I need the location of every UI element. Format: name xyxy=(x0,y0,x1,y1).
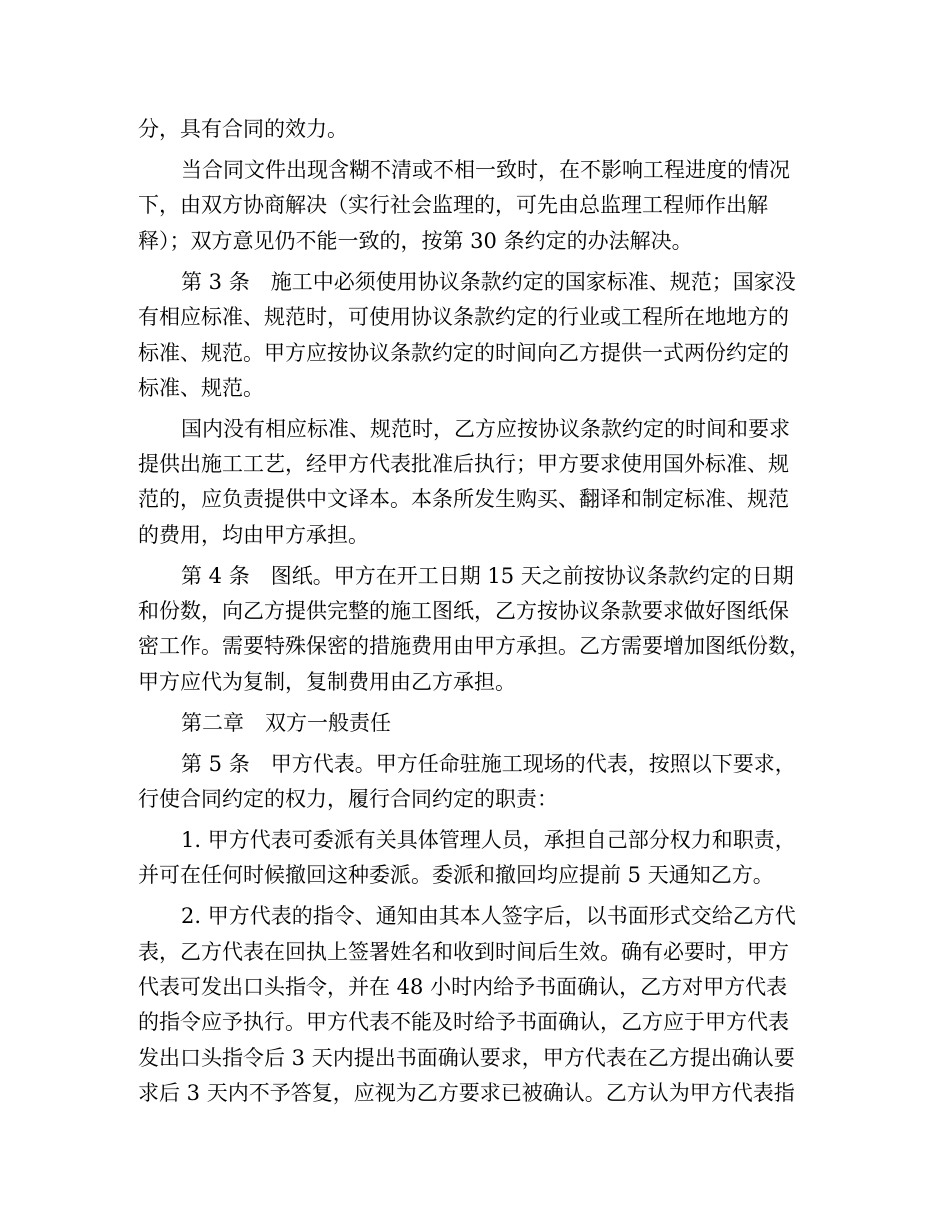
text-line: 释）；双方意见仍不能一致的，按第 30 条约定的办法解决。 xyxy=(138,229,693,253)
text-line: 提供出施工工艺，经甲方代表批准后执行；甲方要求使用国外标准、规 xyxy=(138,452,789,476)
text-line: 表，乙方代表在回执上签署姓名和收到时间后生效。确有必要时，甲方 xyxy=(138,940,789,964)
text-line: 的指令应予执行。甲方代表不能及时给予书面确认，乙方应于甲方代表 xyxy=(138,1010,789,1034)
text-line: 第 3 条 施工中必须使用协议条款约定的国家标准、规范；国家没 xyxy=(181,270,796,294)
text-line: 标准、规范。甲方应按协议条款约定的时间向乙方提供一式两份约定的 xyxy=(138,341,789,365)
text-line: 发出口头指令后 3 天内提出书面确认要求，甲方代表在乙方提出确认要 xyxy=(138,1046,795,1070)
chapter-heading: 第二章 双方一般责任 xyxy=(181,711,391,735)
text-line: 和份数，向乙方提供完整的施工图纸，乙方按协议条款要求做好图纸保 xyxy=(138,599,789,623)
text-line: 的费用，均由甲方承担。 xyxy=(138,523,369,547)
text-line: 分，具有合同的效力。 xyxy=(138,117,348,141)
text-line: 行使合同约定的权力，履行合同约定的职责： xyxy=(138,787,558,811)
text-line: 甲方应代为复制，复制费用由乙方承担。 xyxy=(138,670,516,694)
text-line: 1. 甲方代表可委派有关具体管理人员，承担自己部分权力和职责， xyxy=(181,828,796,852)
text-line: 标准、规范。 xyxy=(138,376,264,400)
text-line: 第 4 条 图纸。甲方在开工日期 15 天之前按协议条款约定的日期 xyxy=(181,564,794,588)
text-line: 并可在任何时候撤回这种委派。委派和撤回均应提前 5 天通知乙方。 xyxy=(138,863,774,887)
text-line: 求后 3 天内不予答复，应视为乙方要求已被确认。乙方认为甲方代表指 xyxy=(138,1081,795,1105)
text-line: 密工作。需要特殊保密的措施费用由甲方承担。乙方需要增加图纸份数， xyxy=(138,634,810,658)
text-line: 第 5 条 甲方代表。甲方任命驻施工现场的代表，按照以下要求， xyxy=(181,752,796,776)
text-line: 范的，应负责提供中文译本。本条所发生购买、翻译和制定标准、规范 xyxy=(138,487,789,511)
text-line: 当合同文件出现含糊不清或不相一致时，在不影响工程进度的情况 xyxy=(181,158,790,182)
text-line: 国内没有相应标准、规范时，乙方应按协议条款约定的时间和要求 xyxy=(181,417,790,441)
text-line: 下，由双方协商解决（实行社会监理的，可先由总监理工程师作出解 xyxy=(138,193,768,217)
text-line: 代表可发出口头指令，并在 48 小时内给予书面确认，乙方对甲方代表 xyxy=(138,975,788,999)
text-line: 2. 甲方代表的指令、通知由其本人签字后，以书面形式交给乙方代 xyxy=(181,904,796,928)
text-line: 有相应标准、规范时，可使用协议条款约定的行业或工程所在地地方的 xyxy=(138,305,789,329)
